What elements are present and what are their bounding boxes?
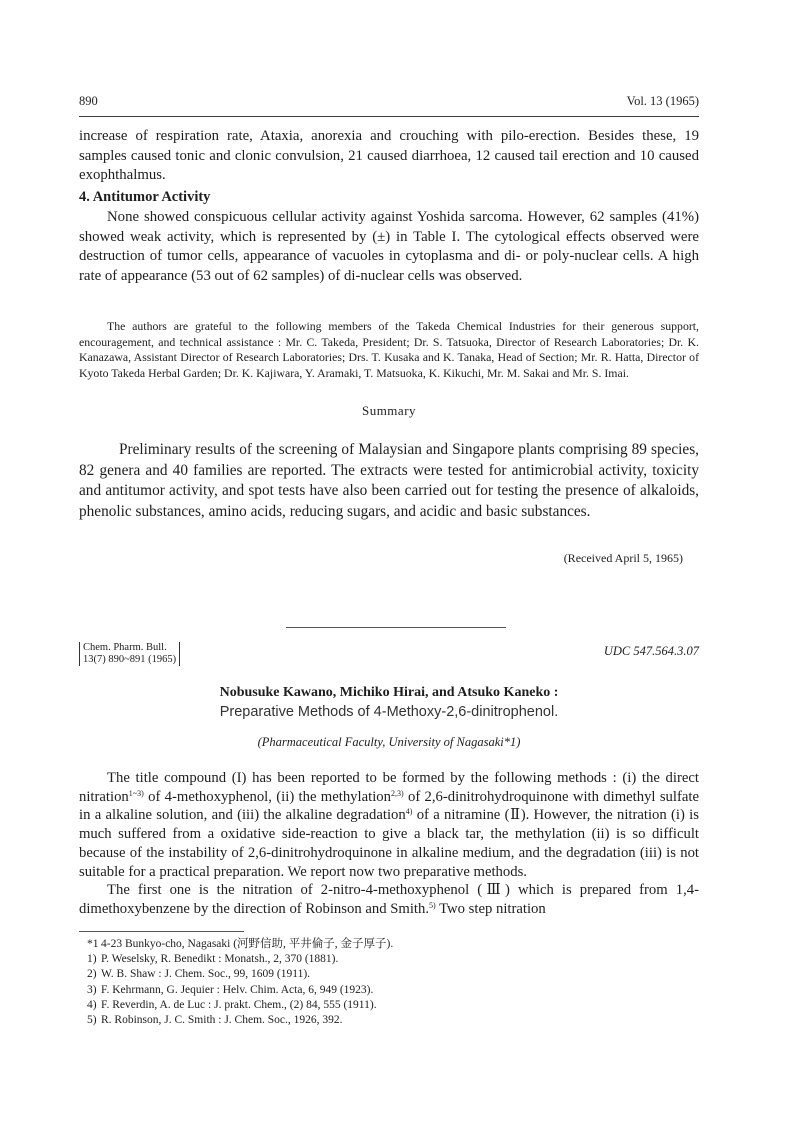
ref-1-3: 1~3) xyxy=(128,788,144,798)
p1-text-b: of 4-methoxyphenol, (ii) the methylation xyxy=(143,788,391,805)
footnote-text: R. Robinson, J. C. Smith : J. Chem. Soc., 1926, 392. xyxy=(101,1014,343,1027)
footnote-text: F. Reverdin, A. de Luc : J. prakt. Chem., (2) 84, 555 (1911). xyxy=(101,998,377,1011)
page-number: 890 xyxy=(79,94,98,108)
p2-text-b: Two step nitration xyxy=(435,900,546,917)
footnote-ref-3 xyxy=(87,983,687,998)
footnote-mark: *1 xyxy=(87,938,99,950)
antitumor-paragraph: None showed conspicuous cellular activity against Yoshida sarcoma. However, 62 samples (41%) showed weak activity, which is represented by (±) in Table I. The cytological effects observed were destruction of tumor cells, appearance of vacuoles in cytoplasma and di- or poly-nuclear cells. A high rate of appearance (53 out of 62 samples) of di-nuclear cells was observed. xyxy=(79,209,699,284)
footnote-ref-1 xyxy=(87,952,687,967)
footnote-mark: 5) xyxy=(87,1014,97,1027)
footnote-ref-5 xyxy=(87,1013,687,1028)
footnote-mark: 1) xyxy=(87,953,97,966)
footnote-text: W. B. Shaw : J. Chem. Soc., 99, 1609 (1911). xyxy=(101,968,311,981)
p2-text-a: The first one is the nitration of 2-nitro-4-methoxyphenol (Ⅲ) which is prepared from 1,4-dimethoxybenzene by the direction of Robinson and Smith. xyxy=(79,882,699,917)
article-authors: Nobusuke Kawano, Michiko Hirai, and Atsuko Kaneko : xyxy=(219,685,559,700)
footnote-text: F. Kehrmann, G. Jequier : Helv. Chim. Acta, 6, 949 (1923). xyxy=(101,983,374,996)
footnote-rule xyxy=(79,931,244,932)
footnotes xyxy=(87,937,687,1028)
p1-text-c: of 2,6-dinitrohydroquinone with dimethyl sulfate in a alkaline solution, and (iii) the alkaline degradation xyxy=(79,788,699,824)
volume-label: Vol. 13 (1965) xyxy=(626,94,699,108)
summary-paragraph: Preliminary results of the screening of Malaysian and Singapore plants comprising 89 species, 82 genera and 40 families are reported. The extracts were tested for antimicrobial activity, toxicity and antitumor activity, and spot tests have also been carried out for testing the presence of alkaloids, phenolic substances, amino acids, reducing sugars, and acidic and basic substances. xyxy=(79,441,699,520)
footnote-mark: 2) xyxy=(87,968,97,981)
continuation-block xyxy=(79,127,699,186)
footnote-ref-2 xyxy=(87,967,687,982)
acknowledgment-block xyxy=(79,319,699,381)
udc-code: UDC 547.564.3.07 xyxy=(603,644,699,658)
journal-citation xyxy=(79,642,180,666)
section-antitumor-body xyxy=(79,208,699,286)
summary-block xyxy=(79,440,699,522)
citation-volume: 13(7) 890~891 (1965) xyxy=(83,654,177,665)
summary-heading: Summary xyxy=(361,403,417,418)
acknowledgment-paragraph: The authors are grateful to the following members of the Takeda Chemical Industries for their generous support, encouragement, and technical assistance : Mr. C. Takeda, President; Dr. S. Tatsuoka, Director of Research Laboratories; Dr. K. Kanazawa, Assistant Director of Research Laboratories; Drs. T. Kusaka and K. Tanaka, Head of Section; Mr. R. Hatta, Director of Kyoto Takeda Herbal Garden; Dr. K. Kajiwara, Y. Aramaki, T. Matsuoka, K. Kikuchi, Mr. M. Sakai and Mr. S. Imai. xyxy=(79,319,699,380)
article-body xyxy=(79,769,699,919)
continuation-paragraph: increase of respiration rate, Ataxia, anorexia and crouching with pilo-erection. Besides these, 19 samples caused tonic and clonic convulsion, 21 caused diarrhoea, 12 caused tail erection and 10 caused exophthalmus. xyxy=(79,128,699,184)
ref-5: 5) xyxy=(429,900,436,910)
article-title: Preparative Methods of 4-Methoxy-2,6-dinitrophenol. xyxy=(219,704,559,720)
header-rule xyxy=(79,116,699,117)
p1-text-d: of a nitramine (Ⅱ). However, the nitration (i) is much suffered from a oxidative side-reaction to give a black tar, the methylation (ii) is so difficult because of the instability of 2,6-dinitrohydroquinone in alkaline medium, and the degradation (iii) is not suitable for a practical preparation. We report now two preparative methods. xyxy=(79,807,699,880)
received-date: (Received April 5, 1965) xyxy=(563,551,683,565)
citation-journal: Chem. Pharm. Bull. xyxy=(83,642,167,653)
ref-4: 4) xyxy=(405,807,413,817)
summary-heading-wrap xyxy=(79,403,699,419)
footnote-text: 4-23 Bunkyo-cho, Nagasaki (河野信助, 平井倫子, 金子厚子). xyxy=(101,938,394,950)
footnote-affiliation xyxy=(87,937,687,952)
footnote-mark: 4) xyxy=(87,998,97,1011)
article-paragraph-1 xyxy=(79,769,699,881)
article-separator xyxy=(286,627,506,628)
footnote-text: P. Weselsky, R. Benedikt : Monatsh., 2, 370 (1881). xyxy=(101,953,339,966)
article-affiliation: (Pharmaceutical Faculty, University of Nagasaki*1) xyxy=(257,735,521,749)
section-heading-antitumor: 4. Antitumor Activity xyxy=(79,189,211,205)
footnote-ref-4 xyxy=(87,998,687,1013)
p1-text-a: The title compound (I) has been reported to be formed by the following methods : (i) the direct nitration xyxy=(79,770,699,805)
ref-2-3: 2,3) xyxy=(390,788,404,798)
footnote-mark: 3) xyxy=(87,983,97,996)
article-paragraph-2 xyxy=(79,881,699,918)
